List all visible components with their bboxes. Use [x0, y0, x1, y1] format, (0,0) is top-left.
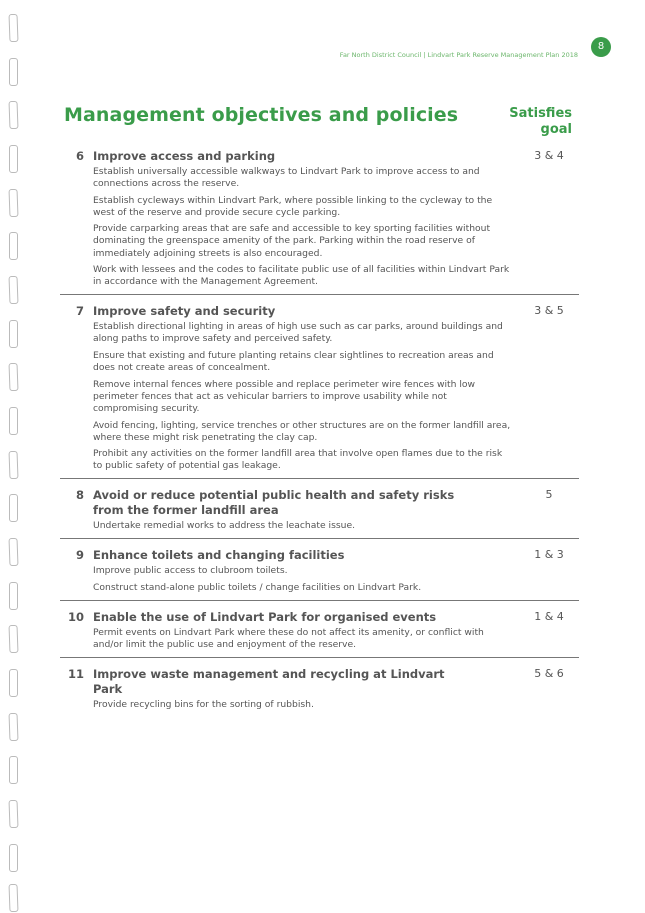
- running-header: Far North District Council | Lindvart Park Reserve Management Plan 2018: [339, 51, 578, 59]
- objective-title: Enhance toilets and changing facilities: [93, 548, 345, 563]
- objective-section: [60, 485, 579, 539]
- objective-section: [60, 146, 579, 295]
- objective-number: 8: [75, 488, 84, 503]
- policy-list: [93, 565, 513, 594]
- binding-ring: [9, 451, 19, 479]
- policy-item: Permit events on Lindvart Park where these do not affect its amenity, or conflict with and/or limit the public use and enjoyment of the reserve.: [93, 627, 484, 651]
- objective-goal: 3 & 4: [534, 149, 564, 162]
- binding-ring: [9, 363, 19, 391]
- binding-ring: [9, 14, 19, 42]
- objective-section: [60, 607, 579, 658]
- objective-title: Avoid or reduce potential public health and safety risks from the former landfill area: [93, 488, 455, 518]
- objective-number: 6: [75, 149, 84, 163]
- objective-number: 9: [75, 548, 84, 563]
- policy-list: [93, 520, 513, 532]
- objective-section: [60, 545, 579, 601]
- objective-number: 10: [67, 610, 84, 625]
- binding-ring: [9, 756, 18, 784]
- policy-item: Work with lessees and the codes to facilitate public use of all facilities within Lindvart Park in accordance with the Management Agreement.: [93, 264, 510, 288]
- binding-ring: [9, 494, 18, 522]
- policy-item: Establish universally accessible walkways to Lindvart Park to improve access to and connections across the reserve.: [93, 166, 480, 190]
- objective-goal: 1 & 3: [534, 548, 564, 562]
- policy-item: Ensure that existing and future planting retains clear sightlines to recreation areas and does not create areas of concealment.: [93, 350, 494, 374]
- binding-ring: [9, 713, 19, 741]
- policy-list: [93, 321, 513, 472]
- binding-ring: [9, 800, 19, 828]
- objective-goal: 1 & 4: [534, 610, 564, 624]
- objective-goal: 5: [545, 488, 553, 502]
- goal-column-heading: Satisfies goal: [509, 106, 572, 137]
- objective-title: Enable the use of Lindvart Park for organised events: [93, 610, 437, 625]
- binding-ring: [9, 58, 18, 86]
- policy-list: [93, 627, 513, 651]
- binding-ring: [9, 189, 19, 217]
- objectives-list: [60, 146, 579, 723]
- page-number-badge: 8: [591, 37, 611, 57]
- objective-section: [60, 301, 579, 479]
- policy-item: Avoid fencing, lighting, service trenches or other structures are on the former landfill area, where these might risk penetrating the clay cap.: [93, 419, 511, 443]
- policy-item: Establish cycleways within Lindvart Park, where possible linking to the cycleway to the west of the reserve and provide secure cycle parking.: [93, 194, 493, 218]
- policy-item: Remove internal fences where possible and replace perimeter wire fences with low perimeter fences that act as vehicular barriers to improve usability while not compromising security.: [93, 378, 476, 414]
- binding-ring: [9, 884, 19, 912]
- page-title: Management objectives and policies: [64, 104, 459, 126]
- policy-item: Construct stand-alone public toilets / change facilities on Lindvart Park.: [93, 582, 422, 594]
- policy-item: Improve public access to clubroom toilets.: [93, 565, 288, 577]
- binding-ring: [9, 538, 19, 566]
- binding-ring: [9, 407, 18, 435]
- binding-ring: [9, 276, 19, 304]
- objective-number: 7: [75, 304, 84, 319]
- policy-list: [93, 166, 513, 288]
- spiral-binding: [6, 0, 22, 913]
- binding-ring: [9, 582, 18, 610]
- policy-item: Provide recycling bins for the sorting of rubbish.: [93, 699, 314, 711]
- objective-number: 11: [67, 667, 84, 682]
- binding-ring: [9, 101, 19, 129]
- objective-title: Improve waste management and recycling at Lindvart Park: [93, 667, 445, 697]
- policy-item: Undertake remedial works to address the leachate issue.: [93, 520, 356, 532]
- policy-item: Prohibit any activities on the former landfill area that involve open flames due to the risk to public safety of potential gas leakage.: [93, 448, 503, 472]
- objective-section: [60, 664, 579, 717]
- objective-title: Improve safety and security: [93, 304, 276, 319]
- objective-title: Improve access and parking: [93, 149, 276, 163]
- policy-item: Establish directional lighting in areas of high use such as car parks, around buildings and along paths to improve safety and perceived safety.: [93, 321, 503, 345]
- objective-goal: 5 & 6: [534, 667, 564, 681]
- binding-ring: [9, 669, 18, 697]
- policy-item: Provide carparking areas that are safe and accessible to key sporting facilities without dominating the greenspace amenity of the park. Parking within the road reserve of immediately adjoining streets is also encouraged.: [93, 223, 491, 259]
- binding-ring: [9, 320, 18, 348]
- policy-list: [93, 699, 513, 711]
- objective-goal: 3 & 5: [534, 304, 564, 318]
- binding-ring: [9, 844, 18, 872]
- binding-ring: [9, 232, 18, 260]
- binding-ring: [9, 145, 18, 173]
- binding-ring: [9, 625, 19, 653]
